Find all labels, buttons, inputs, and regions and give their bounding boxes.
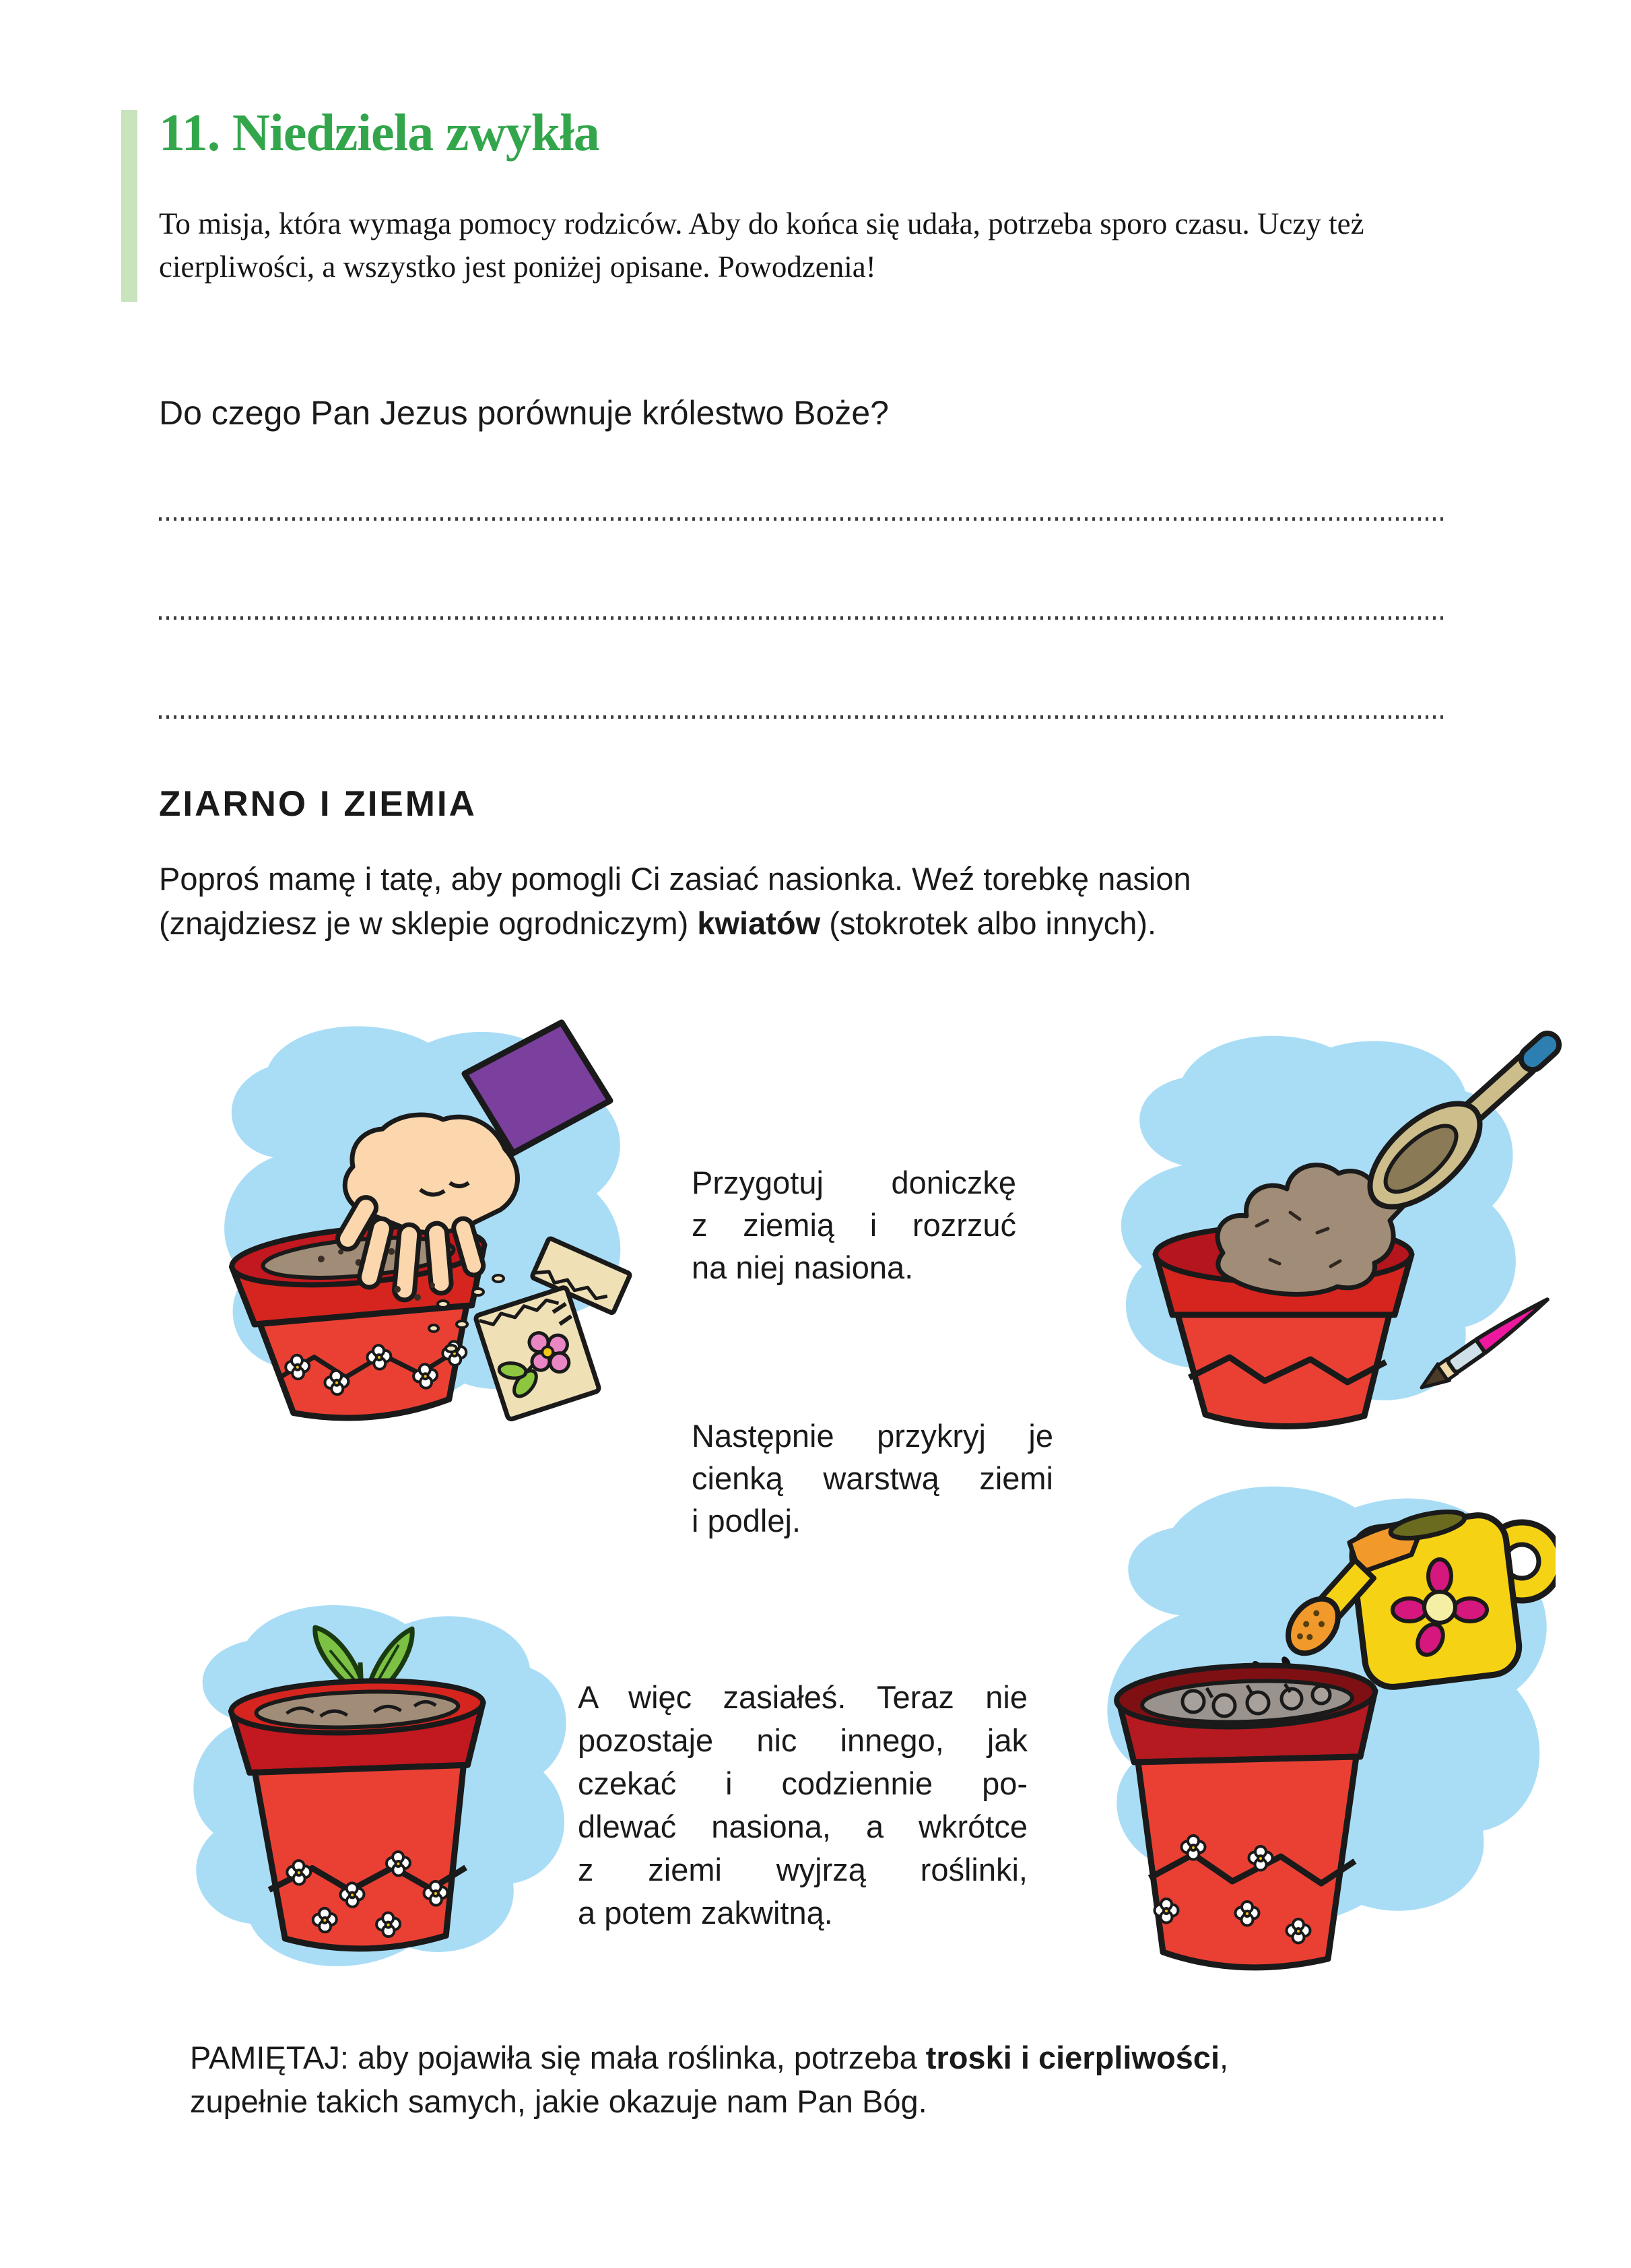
note-text: , — [1220, 2040, 1229, 2075]
note-bold-text: troski i cierpliwości — [925, 2040, 1220, 2075]
step-line: pozostaje nic innego, jak — [578, 1722, 1028, 1758]
intro-text — [159, 202, 1364, 288]
answer-line[interactable] — [159, 517, 1445, 521]
step-line: A więc zasiałeś. Teraz nie — [578, 1679, 1028, 1715]
step-line: z ziemi wyjrzą roślinki, — [578, 1852, 1028, 1887]
question-text: Do czego Pan Jezus porównuje królestwo Boże? — [159, 394, 889, 432]
note-text: PAMIĘTAJ: aby pojawiła się mała roślinka, potrzeba — [190, 2040, 926, 2075]
task-text: (stokrotek albo innych). — [820, 905, 1157, 941]
intro-line: cierpliwości, a wszystko jest poniżej opisane. Powodzenia! — [159, 250, 876, 284]
step-line: a potem zakwitną. — [578, 1895, 833, 1931]
step-text-wait — [578, 1676, 1028, 1935]
task-text: (znajdziesz je w sklepie ogrodniczym) — [159, 905, 698, 941]
step-text-prepare — [692, 1161, 1016, 1289]
step-line: dlewać nasiona, a wkrótce — [578, 1809, 1028, 1844]
answer-line[interactable] — [159, 715, 1445, 719]
section-heading: ZIARNO I ZIEMIA — [159, 784, 477, 824]
answer-line[interactable] — [159, 616, 1445, 620]
task-line: Poproś mamę i tatę, aby pomogli Ci zasiać nasionka. Weź torebkę nasion — [159, 861, 1191, 897]
step-text-cover — [692, 1415, 1053, 1542]
illustration-seedling-pot — [156, 1567, 572, 1980]
task-paragraph — [159, 857, 1191, 946]
step-line: Przygotuj doniczkę — [692, 1165, 1016, 1200]
lesson-title: 11. Niedziela zwykła — [159, 103, 599, 162]
step-line: Następnie przykryj je — [692, 1418, 1053, 1454]
flower-pot — [1116, 1661, 1376, 1968]
illustration-watering — [1059, 1440, 1556, 1994]
reminder-note — [190, 2036, 1486, 2123]
illustration-sowing-hand — [160, 987, 640, 1429]
step-line: na niej nasiona. — [692, 1250, 914, 1285]
step-line: i podlej. — [692, 1503, 801, 1538]
note-text: zupełnie takich samych, jakie okazuje nam Pan Bóg. — [190, 2083, 927, 2119]
illustration-filling-pot — [1088, 983, 1569, 1436]
task-bold-text: kwiatów — [697, 905, 821, 941]
step-line: czekać i codziennie po- — [578, 1765, 1028, 1801]
intro-line: To misja, która wymaga pomocy rodziców. Aby do końca się udała, potrzeba sporo czasu. Uczy też — [159, 207, 1364, 240]
step-line: z ziemią i rozrzuć — [692, 1207, 1016, 1243]
task-line — [159, 901, 1191, 946]
step-line: cienką warstwą ziemi — [692, 1460, 1053, 1496]
title-accent-bar — [121, 110, 137, 302]
